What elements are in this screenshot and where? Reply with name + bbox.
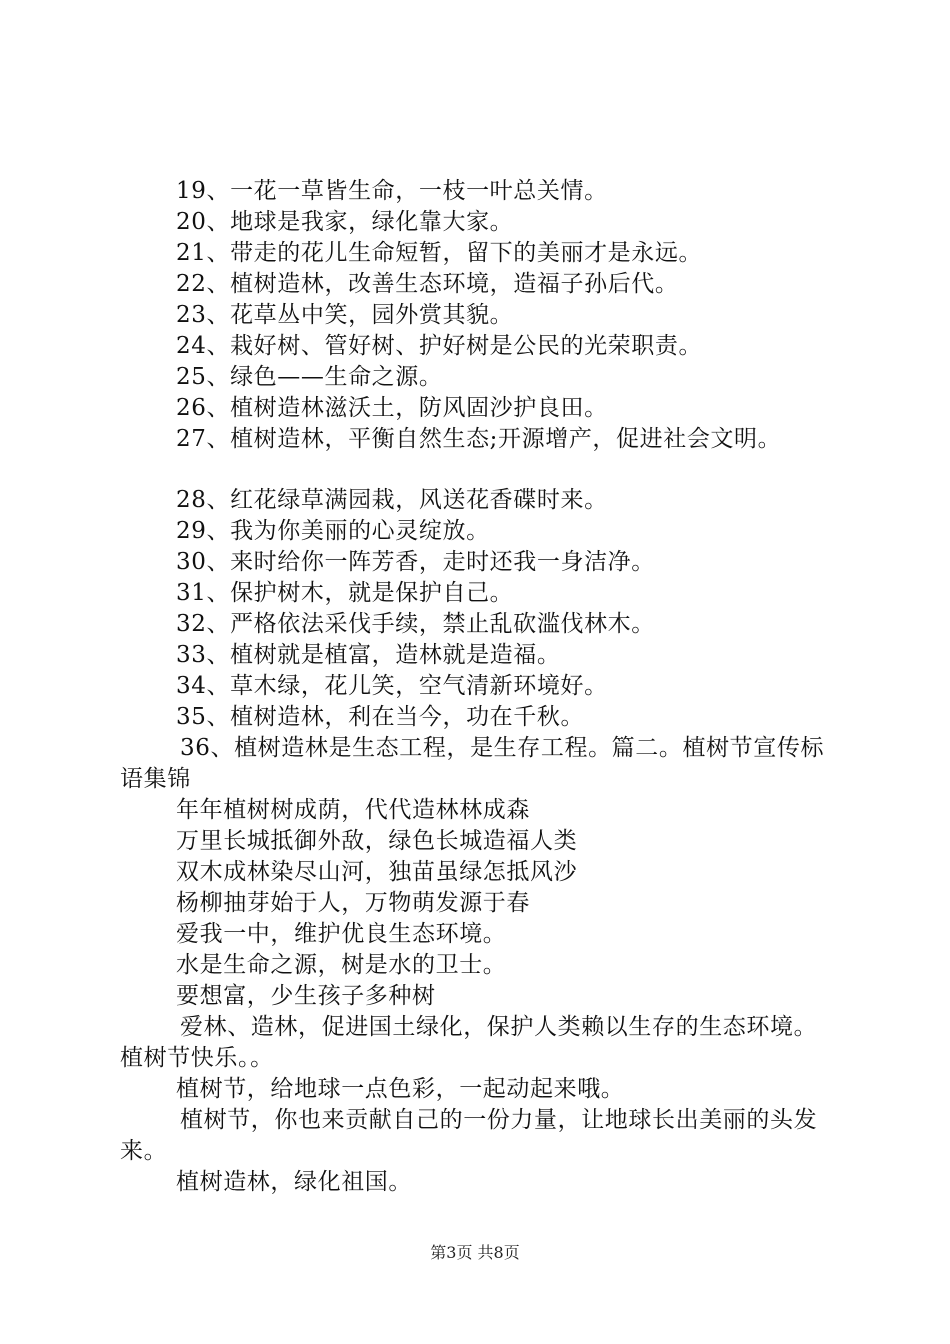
slogan-paragraph-36: 36、植树造林是生态工程，是生存工程。篇二。植树节宣传标语集锦 bbox=[120, 735, 825, 792]
slogan-line-25: 25、绿色——生命之源。 bbox=[176, 364, 443, 390]
slogan-line-22: 22、植树造林，改善生态环境，造福子孙后代。 bbox=[176, 271, 679, 297]
slogan-paragraph-forest: 爱林、造林，促进国土绿化，保护人类赖以生存的生态环境。植树节快乐。。 bbox=[120, 1014, 818, 1071]
slogan-line-35: 35、植树造林，利在当今，功在千秋。 bbox=[176, 704, 585, 730]
slogan-line-26: 26、植树造林滋沃土，防风固沙护良田。 bbox=[176, 395, 608, 421]
page-number-footer: 第3页 共8页 bbox=[430, 1243, 520, 1262]
slogan-paragraph-hair: 植树节，你也来贡献自己的一份力量，让地球长出美丽的头发来。 bbox=[120, 1107, 818, 1164]
slogan-line-last: 植树造林，绿化祖国。 bbox=[176, 1169, 412, 1195]
slogan-line-19: 19、一花一草皆生命，一枝一叶总关情。 bbox=[176, 178, 608, 204]
slogan-line-21: 21、带走的花儿生命短暂，留下的美丽才是永远。 bbox=[176, 240, 703, 266]
slogan-line-color: 植树节，给地球一点色彩，一起动起来哦。 bbox=[176, 1076, 625, 1102]
slogan-line-33: 33、植树就是植富，造林就是造福。 bbox=[176, 642, 561, 668]
slogan-line: 万里长城抵御外敌，绿色长城造福人类 bbox=[176, 828, 578, 854]
slogan-line: 要想富，少生孩子多种树 bbox=[176, 983, 436, 1009]
document-body bbox=[120, 176, 832, 1198]
slogan-line-23: 23、花草丛中笑，园外赏其貌。 bbox=[176, 302, 514, 328]
slogan-line-30: 30、来时给你一阵芳香，走时还我一身洁净。 bbox=[176, 549, 655, 575]
slogan-line-28: 28、红花绿草满园栽，风送花香碟时来。 bbox=[176, 487, 608, 513]
slogan-line-31: 31、保护树木，就是保护自己。 bbox=[176, 580, 514, 606]
slogan-line: 双木成林染尽山河，独苗虽绿怎抵风沙 bbox=[176, 859, 578, 885]
slogan-line-34: 34、草木绿，花儿笑，空气清新环境好。 bbox=[176, 673, 608, 699]
slogan-line-24: 24、栽好树、管好树、护好树是公民的光荣职责。 bbox=[176, 333, 703, 359]
paragraph-gap bbox=[120, 455, 832, 485]
slogan-line-32: 32、严格依法采伐手续，禁止乱砍滥伐林木。 bbox=[176, 611, 655, 637]
slogan-line: 年年植树树成荫，代代造林林成森 bbox=[176, 797, 530, 823]
slogan-line: 杨柳抽芽始于人，万物萌发源于春 bbox=[176, 890, 530, 916]
slogan-line-20: 20、地球是我家，绿化靠大家。 bbox=[176, 209, 514, 235]
slogan-line: 爱我一中，维护优良生态环境。 bbox=[176, 921, 507, 947]
slogan-line: 水是生命之源，树是水的卫士。 bbox=[176, 952, 507, 978]
slogan-line-29: 29、我为你美丽的心灵绽放。 bbox=[176, 518, 490, 544]
slogan-line-27: 27、植树造林，平衡自然生态;开源增产，促进社会文明。 bbox=[176, 426, 782, 452]
